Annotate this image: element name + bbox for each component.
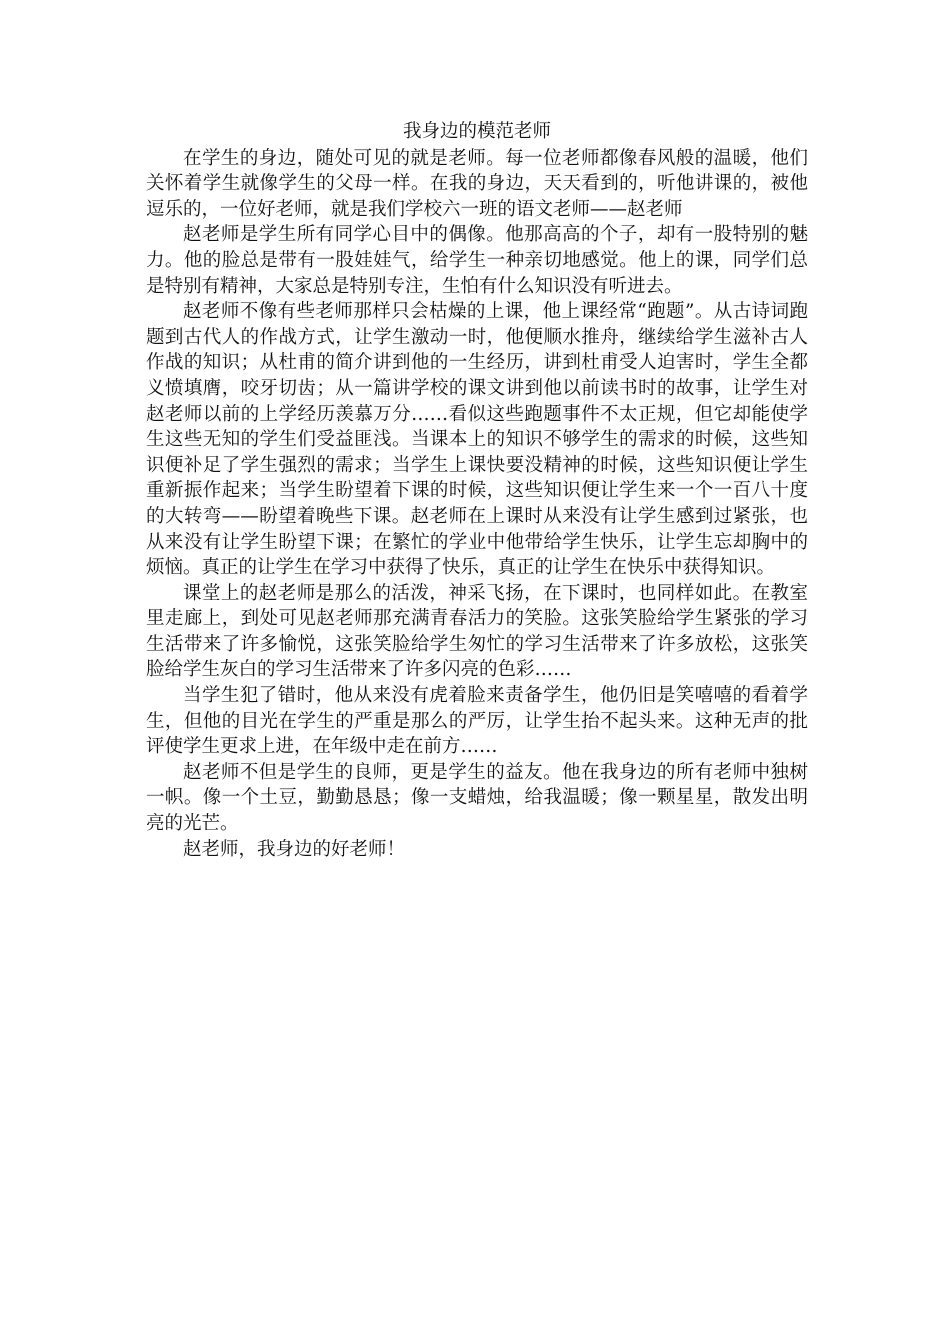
paragraph-idol: 赵老师是学生所有同学心目中的偶像。他那高高的个子，却有一股特别的魅力。他的脸总是带有一股娃娃气，给学生一种亲切地感觉。他上的课，同学们总是特别有精神，大家总是特别专注，生怕有什么知识没有听进去。 [146,224,808,297]
paragraph-intro: 在学生的身边，随处可见的就是老师。每一位老师都像春风般的温暖，他们关怀着学生就像学生的父母一样。在我的身边，天天看到的，听他讲课的，被他逗乐的，一位好老师，就是我们学校六一班的语文老师——赵老师 [146,147,808,220]
paragraph-off-topic: 赵老师不像有些老师那样只会枯燥的上课，他上课经常“跑题”。从古诗词跑题到古代人的作战方式，让学生激动一时，他便顺水推舟，继续给学生滋补古人作战的知识；从杜甫的简介讲到他的一生经历，讲到杜甫受人迫害时，学生全都义愤填膺，咬牙切齿；从一篇讲学校的课文讲到他以前读书时的故事，让学生对赵老师以前的上学经历羡慕万分……看似这些跑题事件不太正规，但它却能使学生这些无知的学生们受益匪浅。当课本上的知识不够学生的需求的时候，这些知识便补足了学生强烈的需求；当学生上课快要没精神的时候，这些知识便让学生重新振作起来；当学生盼望着下课的时候，这些知识便让学生来一个一百八十度的大转弯——盼望着晚些下课。赵老师在上课时从来没有让学生感到过紧张，也从来没有让学生盼望下课；在繁忙的学业中他带给学生快乐，让学生忘却胸中的烦恼。真正的让学生在学习中获得了快乐，真正的让学生在快乐中获得知识。 [146,301,808,579]
document-title: 我身边的模范老师 [402,121,551,142]
paragraph-closing: 赵老师，我身边的好老师！ [183,838,406,860]
paragraph-mistakes: 当学生犯了错时，他从来没有虎着脸来责备学生，他仍旧是笑嘻嘻的看着学生，但他的目光在学生的严重是那么的严厉，让学生抬不起头来。这种无声的批评使学生更求上进，在年级中走在前方…… [146,685,808,758]
paragraph-smile: 课堂上的赵老师是那么的活泼，神采飞扬，在下课时，也同样如此。在教室里走廊上，到处可见赵老师那充满青春活力的笑脸。这张笑脸给学生紧张的学习生活带来了许多愉悦，这张笑脸给学生匆忙的学习生活带来了许多放松，这张笑脸给学生灰白的学习生活带来了许多闪亮的色彩…… [146,582,808,681]
document-body [146,119,808,862]
paragraph-friend: 赵老师不但是学生的良师，更是学生的益友。他在我身边的所有老师中独树一帜。像一个土豆，勤勤恳恳；像一支蜡烛，给我温暖；像一颗星星，散发出明亮的光芒。 [146,761,808,835]
